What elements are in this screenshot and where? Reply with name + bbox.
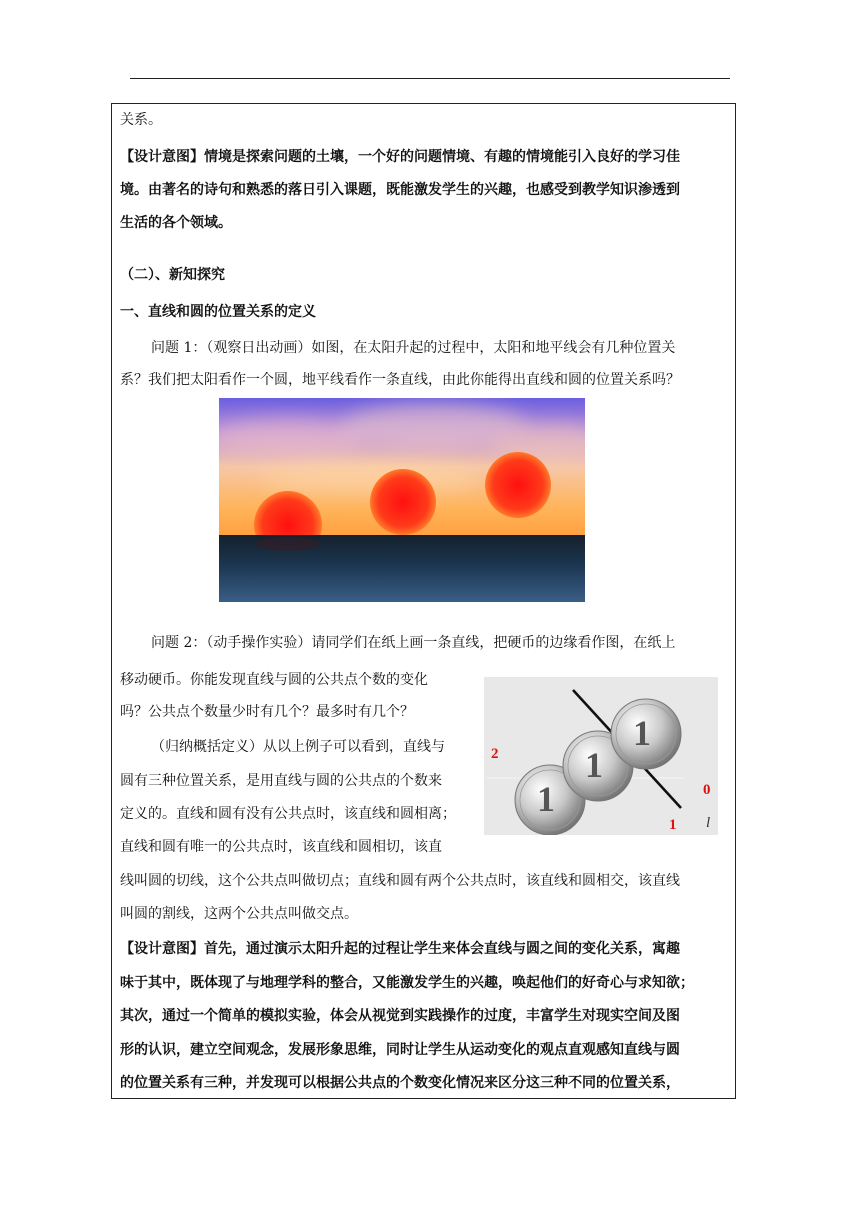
design-intent-1-line-2: 境。由著名的诗句和熟悉的落日引入课题，既能激发学生的兴趣，也感受到教学知识渗透到 bbox=[120, 182, 680, 198]
label-two-points: 2 bbox=[491, 746, 499, 762]
coin-0 bbox=[611, 699, 681, 769]
sunrise-illustration bbox=[219, 398, 585, 602]
label-one-point: 1 bbox=[669, 817, 677, 833]
design-intent-2-line-2: 味于其中，既体现了与地理学科的整合，又能激发学生的兴趣，唤起他们的好奇心与求知欲； bbox=[120, 975, 694, 991]
coin-1-digit: 1 bbox=[585, 745, 603, 785]
design-intent-2-line-1: 【设计意图】首先，通过演示太阳升起的过程让学生来体会直线与圆之间的变化关系，寓趣 bbox=[120, 941, 680, 957]
coin-2-digit: 1 bbox=[537, 779, 555, 819]
design-intent-2-line-4: 形的认识，建立空间观念，发展形象思维，同时让学生从运动变化的观点直观感知直线与圆 bbox=[120, 1042, 680, 1058]
coin-0-digit: 1 bbox=[633, 713, 651, 753]
coin-line-figure bbox=[484, 677, 718, 835]
definition-line-2: 圆有三种位置关系，是用直线与圆的公共点的个数来 bbox=[120, 773, 442, 789]
label-zero-points: 0 bbox=[703, 782, 711, 798]
header-rule bbox=[130, 78, 730, 79]
question-2-line-2: 移动硬币。你能发现直线与圆的公共点个数的变化 bbox=[120, 672, 428, 688]
section-heading: （二）、新知探究 bbox=[120, 267, 225, 283]
design-intent-1-line-3: 生活的各个领域。 bbox=[120, 215, 232, 231]
question-1-line-2: 系？我们把太阳看作一个圆，地平线看作一条直线，由此你能得出直线和圆的位置关系吗？ bbox=[120, 372, 680, 388]
label-line-l: l bbox=[706, 815, 711, 831]
question-2-line-3: 吗？公共点个数量少时有几个？最多时有几个？ bbox=[120, 704, 414, 720]
design-intent-1-line-1: 【设计意图】情境是探索问题的土壤，一个好的问题情境、有趣的情境能引入良好的学习佳 bbox=[120, 149, 680, 165]
subsection-heading: 一、直线和圆的位置关系的定义 bbox=[120, 304, 316, 320]
definition-line-3: 定义的。直线和圆有没有公共点时，该直线和圆相离； bbox=[120, 806, 456, 822]
definition-line-5: 线叫圆的切线，这个公共点叫做切点；直线和圆有两个公共点时，该直线和圆相交，该直线 bbox=[120, 873, 680, 889]
design-intent-2-line-5: 的位置关系有三种，并发现可以根据公共点的个数变化情况来区分这三种不同的位置关系， bbox=[120, 1075, 680, 1091]
question-1-line-1: 问题 1：（观察日出动画）如图，在太阳升起的过程中，太阳和地平线会有几种位置关 bbox=[151, 340, 676, 356]
definition-line-1: （归纳概括定义）从以上例子可以看到，直线与 bbox=[151, 739, 445, 755]
para-line-1: 关系。 bbox=[120, 112, 162, 128]
definition-line-4: 直线和圆有唯一的公共点时，该直线和圆相切，该直 bbox=[120, 839, 442, 855]
definition-line-6: 叫圆的割线，这两个公共点叫做交点。 bbox=[120, 906, 358, 922]
question-2-line-1: 问题 2：（动手操作实验）请同学们在纸上画一条直线，把硬币的边缘看作图，在纸上 bbox=[151, 635, 676, 651]
design-intent-2-line-3: 其次，通过一个简单的模拟实验，体会从视觉到实践操作的过度，丰富学生对现实空间及图 bbox=[120, 1008, 680, 1024]
